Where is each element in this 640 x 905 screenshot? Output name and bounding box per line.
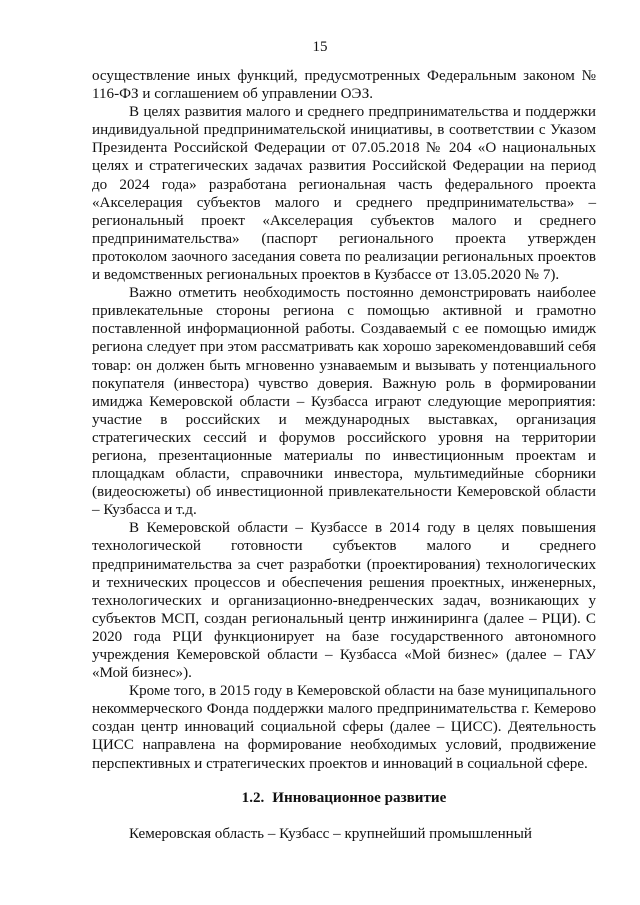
paragraph-social-innovation-center: Кроме того, в 2015 году в Кемеровской области на базе муниципального некоммерческого Фонда поддержки малого предпринимательства г. Кемерово создан центр инноваций социальной сферы (далее – ЦИСС). Деятельность ЦИСС направлена на формирование необходимых условий, продвижение перспективных и стратегических проектов и инноваций в социальной сфере.: [92, 683, 596, 772]
page-number: 15: [312, 39, 328, 55]
paragraph-acceleration-project: В целях развития малого и среднего предпринимательства и поддержки индивидуальной предпринимательской инициативы, в соответствии с Указом Президента Российской Федерации от 07.05.2018 № 204 «О национальных целях и стратегических задачах развития Российской Федерации на период до 2024 года» разработана региональная часть федерального проекта «Акселерация субъектов малого и среднего предпринимательства» – региональный проект «Акселерация субъектов малого и среднего предпринимательства» (паспорт регионального проекта утвержден протоколом заочного заседания совета по реализации региональных проектов и ведомственных региональных проектов в Кузбассе от 13.05.2020 № 7).: [92, 104, 596, 284]
paragraph-region-image: Важно отметить необходимость постоянно демонстрировать наиболее привлекательные стороны региона с помощью активной и грамотно поставленной информационной работы. Создаваемый с ее помощью имидж региона следует при этом рассматривать как хорошо зарекомендовавший себя товар: он должен быть мгновенно узнаваемым и вызывать у потенциального покупателя (инвестора) чувство доверия. Важную роль в формировании имиджа Кемеровской области – Кузбасса играют следующие мероприятия: участие в российских и международных выставках, организация стратегических сессий и форумов российского уровня на территории региона, презентационные материалы по инвестиционным проектам и площадкам области, справочники инвестора, мультимедийные сборники (видеосюжеты) об инвестиционной привлекательности Кемеровской области – Кузбасса и т.д.: [92, 285, 596, 519]
document-body: [92, 67, 596, 843]
section-title: Инновационное развитие: [272, 789, 447, 806]
paragraph-engineering-center: В Кемеровской области – Кузбассе в 2014 году в целях повышения технологической готовности субъектов малого и среднего предпринимательства за счет разработки (проектирования) технологических и технических процессов и обеспечения решения проектных, инженерных, технологических и организационно-внедренческих задач, возникающих у субъектов МСП, создан региональный центр инжиниринга (далее – РЦИ). С 2020 года РЦИ функционирует на базе государственного автономного учреждения Кемеровской области – Кузбасса «Мой бизнес» (далее – ГАУ «Мой бизнес»).: [92, 520, 596, 682]
paragraph-continuation: осуществление иных функций, предусмотренных Федеральным законом № 116-ФЗ и соглашением об управлении ОЭЗ.: [92, 68, 596, 103]
section-heading: [92, 789, 596, 807]
paragraph-kuzbass-industry: Кемеровская область – Кузбасс – крупнейший промышленный: [129, 825, 532, 842]
section-number: 1.2.: [241, 789, 265, 806]
